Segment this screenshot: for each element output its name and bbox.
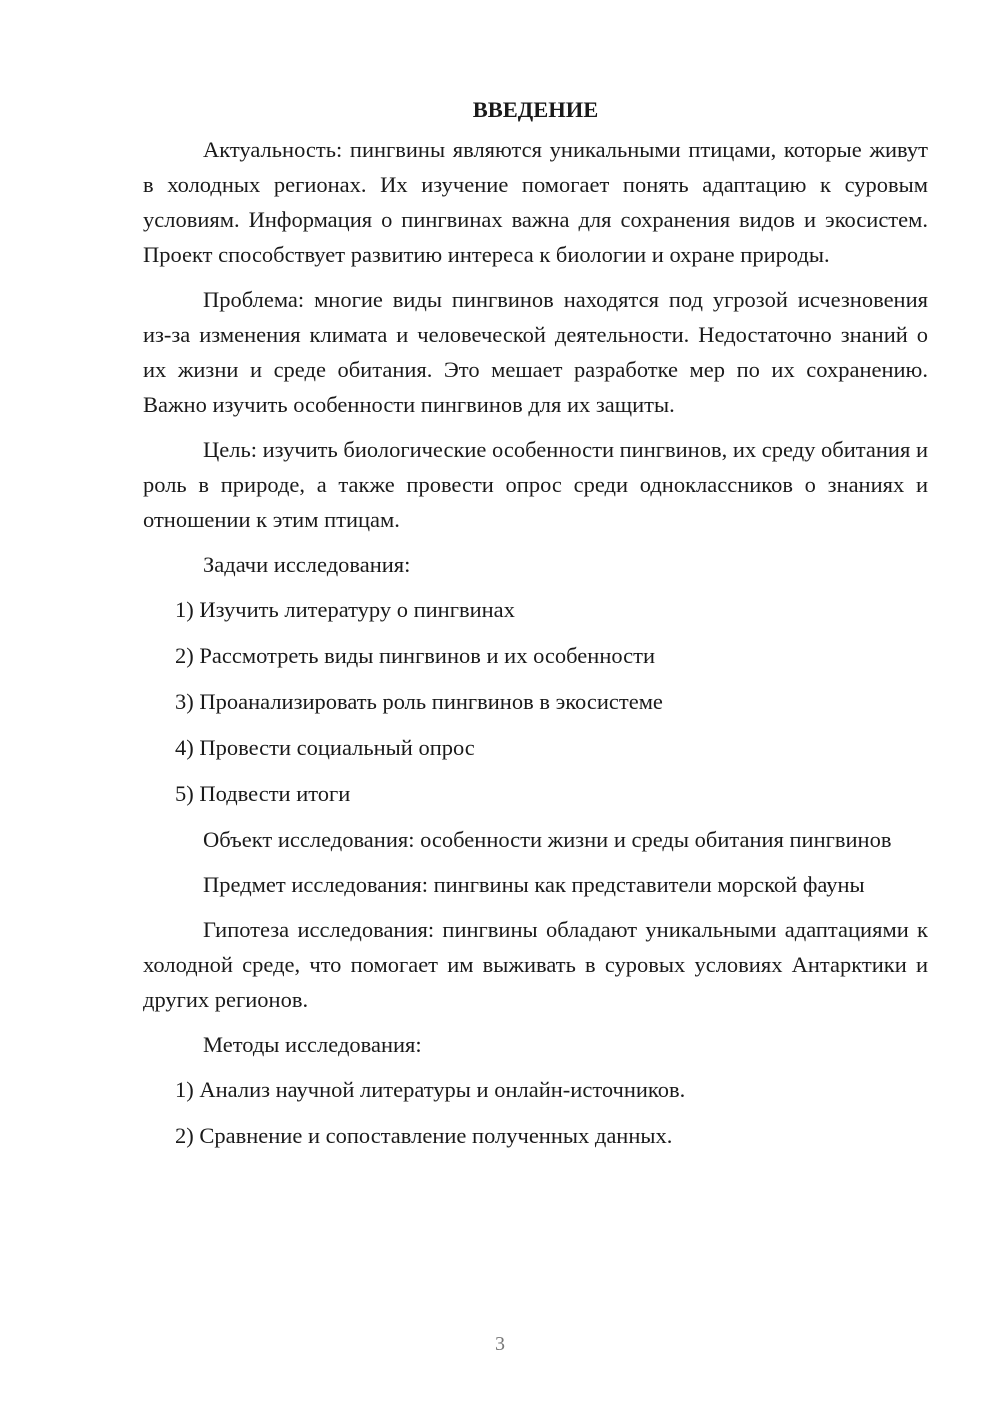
problem-paragraph: Проблема: многие виды пингвинов находятся под угрозой исчезновения из-за изменения климата и человеческой деятельности. Недостаточно знаний о их жизни и среде обитания. Это мешает разработке мер по их сохранению. Важно изучить особенности пингвинов для их защиты. (143, 287, 928, 417)
methods-list (143, 1072, 928, 1153)
goal-paragraph: Цель: изучить биологические особенности пингвинов, их среду обитания и роль в природе, а также провести опрос среди одноклассников о знаниях и отношении к этим птицам. (143, 437, 928, 532)
tasks-list (143, 592, 928, 811)
page-number: 3 (495, 1333, 505, 1355)
object-paragraph: Объект исследования: особенности жизни и среды обитания пингвинов (203, 827, 892, 852)
task-item: 1) Изучить литературу о пингвинах (175, 597, 515, 622)
task-item: 5) Подвести итоги (175, 781, 351, 806)
task-item: 3) Проанализировать роль пингвинов в экосистеме (175, 689, 663, 714)
task-item: 4) Провести социальный опрос (175, 735, 475, 760)
document-page (143, 92, 928, 1164)
section-heading: ВВЕДЕНИЕ (472, 97, 599, 122)
method-item: 2) Сравнение и сопоставление полученных данных. (175, 1123, 673, 1148)
method-item: 1) Анализ научной литературы и онлайн-источников. (175, 1077, 686, 1102)
tasks-label: Задачи исследования: (203, 552, 411, 577)
methods-label: Методы исследования: (203, 1032, 422, 1057)
task-item: 2) Рассмотреть виды пингвинов и их особенности (175, 643, 656, 668)
hypothesis-paragraph: Гипотеза исследования: пингвины обладают уникальными адаптациями к холодной среде, что помогает им выживать в суровых условиях Антарктики и других регионов. (143, 917, 928, 1012)
subject-paragraph: Предмет исследования: пингвины как представители морской фауны (203, 872, 865, 897)
relevance-paragraph: Актуальность: пингвины являются уникальными птицами, которые живут в холодных регионах. Их изучение помогает понять адаптацию к суровым условиям. Информация о пингвинах важна для сохранения видов и экосистем. Проект способствует развитию интереса к биологии и охране природы. (143, 137, 928, 267)
